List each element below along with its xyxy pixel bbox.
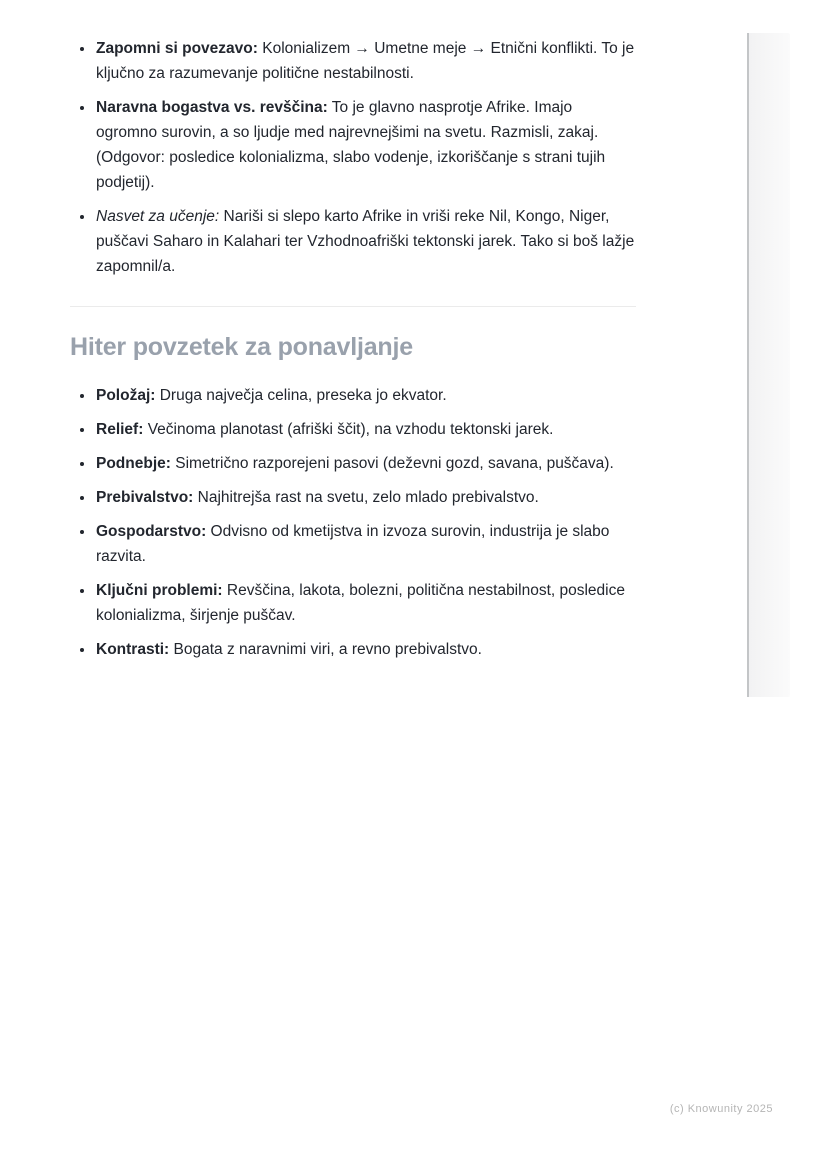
list-item-text: Nariši si slepo karto Afrike in vriši reke Nil, Kongo, Niger, puščavi Saharo in Kalahari ter Vzhodnoafriški tektonski jarek. Tako si boš lažje zapomnil/a.	[96, 208, 635, 275]
section-heading: Hiter povzetek za ponavljanje	[70, 333, 413, 361]
summary-list	[70, 383, 636, 662]
list-item-text: Kolonializem → Umetne meje → Etnični konflikti. To je ključno za razumevanje politične nestabilnosti.	[96, 40, 635, 82]
list-item-label: Nasvet za učenje:	[96, 208, 220, 225]
list-item	[95, 485, 636, 510]
list-item-label: Prebivalstvo:	[96, 489, 194, 506]
notes-content	[70, 36, 636, 662]
list-item-label: Kontrasti:	[96, 641, 170, 658]
list-item-text: Simetrično razporejeni pasovi (deževni gozd, savana, puščava).	[175, 455, 614, 472]
list-item	[95, 451, 636, 476]
list-item-label: Podnebje:	[96, 455, 171, 472]
list-item	[95, 417, 636, 442]
list-item	[95, 637, 636, 662]
list-item-text: Bogata z naravnimi viri, a revno prebivalstvo.	[173, 641, 482, 658]
list-item-label: Gospodarstvo:	[96, 523, 207, 540]
list-item-label: Relief:	[96, 421, 144, 438]
list-item	[95, 519, 636, 569]
list-item	[95, 36, 636, 86]
list-item	[95, 204, 636, 279]
scrollbar-track[interactable]	[747, 33, 790, 697]
list-item	[95, 578, 636, 628]
list-item-text: Najhitrejša rast na svetu, zelo mlado prebivalstvo.	[197, 489, 539, 506]
list-item-text: Odvisno od kmetijstva in izvoza surovin, industrija je slabo razvita.	[96, 523, 610, 565]
list-item-text: Revščina, lakota, bolezni, politična nestabilnost, posledice kolonializma, širjenje puščav.	[96, 582, 625, 624]
list-item-label: Naravna bogastva vs. revščina:	[96, 99, 328, 116]
list-item-label: Ključni problemi:	[96, 582, 223, 599]
list-item-text: To je glavno nasprotje Afrike. Imajo ogromno surovin, a so ljudje med najrevnejšimi na svetu. Razmisli, zakaj. (Odgovor: posledice kolonializma, slabo vodenje, izkoriščanje s strani tujih podjetij).	[96, 99, 606, 191]
list-item-text: Večinoma planotast (afriški ščit), na vzhodu tektonski jarek.	[147, 421, 554, 438]
notes-list-top	[70, 36, 636, 279]
list-item-text: Druga največja celina, preseka jo ekvator.	[159, 387, 447, 404]
section-divider	[70, 306, 636, 307]
list-item	[95, 383, 636, 408]
list-item-label: Položaj:	[96, 387, 156, 404]
copyright-footer: (c) Knowunity 2025	[669, 1103, 773, 1115]
list-item-label: Zapomni si povezavo:	[96, 40, 258, 57]
list-item	[95, 95, 636, 195]
